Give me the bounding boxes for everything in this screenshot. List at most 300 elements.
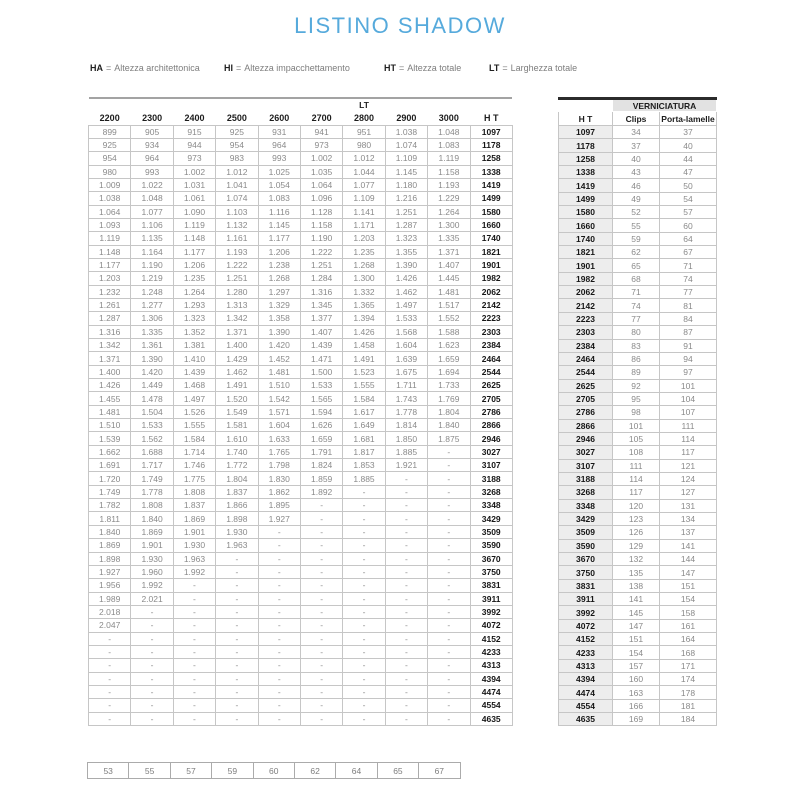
table-row: [89, 392, 513, 405]
price-cell: 1.251: [216, 272, 258, 285]
price-cell: 54: [660, 192, 717, 205]
price-cell: 117: [660, 446, 717, 459]
price-cell: 1.410: [173, 352, 215, 365]
price-cell: 1.604: [385, 339, 427, 352]
price-cell: 1.248: [131, 285, 173, 298]
ht-cell: 1660: [559, 219, 613, 232]
ht-cell: 3911: [559, 593, 613, 606]
ht-cell: 2544: [470, 365, 512, 378]
price-cell: 171: [660, 659, 717, 672]
table-row: [559, 339, 717, 352]
price-cell: 1.491: [343, 352, 385, 365]
table-row: [89, 485, 513, 498]
table-row: [559, 379, 717, 392]
price-cell: 161: [660, 619, 717, 632]
ht-cell: 2946: [470, 432, 512, 445]
price-cell: 1.407: [428, 258, 470, 271]
price-cell: 1.044: [343, 165, 385, 178]
table-row: [559, 539, 717, 552]
price-cell: 1.106: [131, 218, 173, 231]
price-cell: 1.639: [385, 352, 427, 365]
price-cell: 1.261: [89, 298, 131, 311]
price-cell: 1.096: [300, 192, 342, 205]
table-row: [89, 539, 513, 552]
price-cell: 1.539: [89, 432, 131, 445]
table-row: [89, 272, 513, 285]
price-cell: 157: [613, 659, 660, 672]
price-cell: 101: [660, 379, 717, 392]
price-cell: 1.504: [131, 405, 173, 418]
column-header: 2700: [311, 112, 332, 123]
table-row: [559, 699, 717, 712]
main-price-table: [88, 97, 513, 726]
price-cell: 1.594: [300, 405, 342, 418]
price-cell: 1.429: [216, 352, 258, 365]
price-cell: 1.688: [131, 445, 173, 458]
price-cell: 1.584: [343, 392, 385, 405]
price-cell: 1.749: [89, 485, 131, 498]
price-cell: 899: [89, 125, 131, 138]
price-cell: 1.804: [216, 472, 258, 485]
ht-cell: 3590: [470, 539, 512, 552]
price-cell: 126: [613, 526, 660, 539]
price-cell: -: [131, 619, 173, 632]
ht-cell: 3268: [559, 486, 613, 499]
ht-cell: 2384: [559, 339, 613, 352]
price-cell: 123: [613, 512, 660, 525]
price-cell: -: [216, 699, 258, 712]
price-cell: -: [173, 645, 215, 658]
ht-cell: 1419: [470, 178, 512, 191]
price-cell: 915: [173, 125, 215, 138]
price-cell: -: [216, 592, 258, 605]
price-cell: 1.510: [89, 419, 131, 432]
ht-cell: 3992: [470, 605, 512, 618]
price-cell: 1.533: [385, 312, 427, 325]
price-cell: 1.038: [385, 125, 427, 138]
price-cell: -: [343, 645, 385, 658]
price-cell: 40: [660, 139, 717, 152]
price-cell: -: [300, 659, 342, 672]
price-cell: -: [89, 712, 131, 725]
price-cell: 1.830: [258, 472, 300, 485]
price-cell: 92: [613, 379, 660, 392]
table-row: [89, 312, 513, 325]
price-cell: 1.335: [428, 232, 470, 245]
price-cell: 1.840: [131, 512, 173, 525]
price-cell: 1.009: [89, 178, 131, 191]
price-cell: 184: [660, 713, 717, 726]
price-cell: 168: [660, 646, 717, 659]
price-cell: -: [300, 565, 342, 578]
price-cell: 1.462: [216, 365, 258, 378]
price-cell: 1.048: [428, 125, 470, 138]
price-cell: 1.711: [385, 379, 427, 392]
price-cell: -: [258, 525, 300, 538]
legend-key: HT: [384, 63, 396, 73]
price-cell: 954: [216, 138, 258, 151]
table-row: [89, 632, 513, 645]
size-row: [88, 763, 461, 779]
spacer-cell: [89, 98, 131, 111]
price-cell: 1.132: [216, 218, 258, 231]
table-row: [89, 432, 513, 445]
price-cell: 964: [258, 138, 300, 151]
price-cell: 77: [613, 312, 660, 325]
table-row: [559, 633, 717, 646]
price-cell: -: [428, 485, 470, 498]
price-cell: 1.901: [173, 525, 215, 538]
table-row: [559, 152, 717, 165]
price-cell: 132: [613, 553, 660, 566]
price-cell: 1.439: [300, 339, 342, 352]
price-cell: 1.229: [428, 192, 470, 205]
price-cell: -: [343, 672, 385, 685]
price-cell: 1.782: [89, 499, 131, 512]
size-cell: 55: [129, 763, 170, 779]
price-cell: 1.775: [173, 472, 215, 485]
price-cell: 114: [613, 472, 660, 485]
table-row: [89, 712, 513, 725]
price-cell: -: [300, 685, 342, 698]
price-cell: 1.584: [173, 432, 215, 445]
ht-cell: 4394: [470, 672, 512, 685]
price-cell: 147: [660, 566, 717, 579]
column-header: 3000: [438, 112, 459, 123]
price-cell: 1.180: [385, 178, 427, 191]
price-cell: -: [216, 712, 258, 725]
price-cell: 1.145: [385, 165, 427, 178]
price-cell: 1.426: [343, 325, 385, 338]
price-cell: -: [258, 699, 300, 712]
price-cell: 1.083: [428, 138, 470, 151]
price-cell: -: [258, 632, 300, 645]
price-cell: -: [300, 619, 342, 632]
price-cell: 1.772: [216, 459, 258, 472]
price-cell: 134: [660, 512, 717, 525]
price-cell: 1.963: [216, 539, 258, 552]
ht-cell: 2786: [559, 406, 613, 419]
table-row: [89, 472, 513, 485]
ht-cell: 3992: [559, 606, 613, 619]
ht-cell: 4554: [470, 699, 512, 712]
ht-cell: 1499: [559, 192, 613, 205]
legend-desc: Altezza impacchettamento: [244, 63, 350, 73]
price-cell: 121: [660, 459, 717, 472]
column-header: 2400: [184, 112, 205, 123]
price-cell: 1.219: [131, 272, 173, 285]
price-cell: 1.478: [131, 392, 173, 405]
price-cell: -: [428, 579, 470, 592]
price-cell: 1.850: [385, 432, 427, 445]
price-cell: 1.203: [343, 232, 385, 245]
price-cell: -: [173, 632, 215, 645]
verniciatura-header-row: [559, 112, 717, 126]
price-cell: 111: [613, 459, 660, 472]
price-cell: -: [343, 632, 385, 645]
table-row: [89, 379, 513, 392]
price-cell: 1.743: [385, 392, 427, 405]
ht-cell: 2625: [559, 379, 613, 392]
price-cell: 104: [660, 392, 717, 405]
ht-cell: 3750: [559, 566, 613, 579]
price-cell: -: [385, 485, 427, 498]
price-cell: 67: [660, 246, 717, 259]
price-cell: 1.885: [385, 445, 427, 458]
price-cell: -: [343, 539, 385, 552]
table-row: [89, 445, 513, 458]
price-cell: 1.316: [89, 325, 131, 338]
table-row: [89, 339, 513, 352]
price-cell: 1.691: [89, 459, 131, 472]
legend-desc: Altezza architettonica: [114, 63, 200, 73]
price-cell: -: [385, 645, 427, 658]
price-cell: 1.119: [89, 232, 131, 245]
price-cell: 1.549: [216, 405, 258, 418]
price-cell: 1.361: [131, 339, 173, 352]
price-cell: 2.021: [131, 592, 173, 605]
price-cell: 1.808: [131, 499, 173, 512]
table-row: [89, 525, 513, 538]
table-row: [89, 459, 513, 472]
ht-cell: 1740: [559, 232, 613, 245]
price-cell: 1.064: [300, 178, 342, 191]
price-cell: 105: [613, 432, 660, 445]
price-cell: -: [216, 659, 258, 672]
table-row: [89, 619, 513, 632]
price-cell: 1.420: [258, 339, 300, 352]
price-cell: -: [300, 579, 342, 592]
price-cell: 1.930: [131, 552, 173, 565]
price-cell: 1.293: [173, 298, 215, 311]
price-cell: 1.038: [89, 192, 131, 205]
price-cell: -: [131, 605, 173, 618]
table-row: [89, 512, 513, 525]
legend-key: HA: [90, 63, 103, 73]
table-row: [559, 326, 717, 339]
table-row: [89, 245, 513, 258]
price-cell: 1.193: [216, 245, 258, 258]
price-cell: 1.588: [428, 325, 470, 338]
price-cell: 925: [89, 138, 131, 151]
price-cell: -: [343, 592, 385, 605]
price-cell: 74: [660, 272, 717, 285]
price-cell: -: [258, 645, 300, 658]
table-row: [559, 232, 717, 245]
price-cell: 1.649: [343, 419, 385, 432]
price-cell: -: [428, 645, 470, 658]
size-cell: 62: [294, 763, 335, 779]
price-cell: -: [216, 685, 258, 698]
price-cell: 49: [613, 192, 660, 205]
ht-cell: 1660: [470, 218, 512, 231]
price-cell: -: [385, 512, 427, 525]
price-cell: 1.791: [300, 445, 342, 458]
price-cell: 1.420: [131, 365, 173, 378]
table-row: [559, 126, 717, 139]
price-cell: 89: [613, 366, 660, 379]
price-cell: 1.061: [173, 192, 215, 205]
price-cell: 1.407: [300, 325, 342, 338]
price-cell: 1.161: [216, 232, 258, 245]
price-cell: 1.119: [173, 218, 215, 231]
price-cell: 1.193: [428, 178, 470, 191]
price-cell: -: [428, 472, 470, 485]
price-cell: -: [343, 699, 385, 712]
price-cell: -: [343, 659, 385, 672]
price-cell: 1.837: [173, 499, 215, 512]
price-cell: -: [258, 659, 300, 672]
price-cell: 1.869: [131, 525, 173, 538]
price-cell: 1.251: [300, 258, 342, 271]
price-cell: 71: [660, 259, 717, 272]
price-cell: 1.866: [216, 499, 258, 512]
price-cell: 1.316: [300, 285, 342, 298]
price-cell: 1.002: [173, 165, 215, 178]
price-cell: 1.462: [385, 285, 427, 298]
price-cell: 1.141: [343, 205, 385, 218]
price-cell: 1.720: [89, 472, 131, 485]
price-cell: 1.956: [89, 579, 131, 592]
column-header: 2200: [99, 112, 120, 123]
ht-cell: 4394: [559, 673, 613, 686]
price-cell: -: [428, 699, 470, 712]
price-cell: 1.963: [173, 552, 215, 565]
price-cell: 1.025: [258, 165, 300, 178]
column-header: Porta-lamelle: [661, 113, 715, 124]
price-cell: -: [385, 539, 427, 552]
table-row: [559, 366, 717, 379]
price-cell: 43: [613, 166, 660, 179]
price-cell: 1.371: [428, 245, 470, 258]
price-cell: 905: [131, 125, 173, 138]
price-cell: 934: [131, 138, 173, 151]
price-cell: 131: [660, 499, 717, 512]
ht-cell: 3429: [470, 512, 512, 525]
price-cell: 1.694: [428, 365, 470, 378]
price-cell: 993: [131, 165, 173, 178]
price-cell: 983: [216, 152, 258, 165]
table-row: [89, 659, 513, 672]
price-cell: 1.510: [258, 379, 300, 392]
price-cell: 1.377: [300, 312, 342, 325]
price-cell: 1.109: [385, 152, 427, 165]
price-cell: 1.808: [173, 485, 215, 498]
price-cell: -: [173, 672, 215, 685]
price-cell: 1.400: [216, 339, 258, 352]
price-cell: 1.077: [131, 205, 173, 218]
price-cell: 944: [173, 138, 215, 151]
price-cell: 931: [258, 125, 300, 138]
ht-cell: 2142: [559, 299, 613, 312]
bottom-size-row: [87, 762, 461, 779]
price-cell: -: [131, 685, 173, 698]
price-cell: -: [258, 539, 300, 552]
spacer-cell: [300, 98, 342, 111]
ht-cell: 3027: [559, 446, 613, 459]
price-cell: 101: [613, 419, 660, 432]
price-cell: -: [428, 459, 470, 472]
price-cell: -: [216, 605, 258, 618]
price-cell: 1.329: [258, 298, 300, 311]
ht-cell: 1499: [470, 192, 512, 205]
price-cell: 1.481: [258, 365, 300, 378]
price-cell: -: [428, 712, 470, 725]
price-cell: 1.778: [385, 405, 427, 418]
price-cell: 111: [660, 419, 717, 432]
table-row: [559, 139, 717, 152]
price-cell: 1.390: [131, 352, 173, 365]
table-row: [89, 152, 513, 165]
price-cell: 1.749: [131, 472, 173, 485]
price-cell: 145: [613, 606, 660, 619]
price-cell: 1.568: [385, 325, 427, 338]
price-cell: 1.623: [428, 339, 470, 352]
price-cell: -: [428, 659, 470, 672]
ht-cell: 4152: [470, 632, 512, 645]
price-cell: -: [428, 685, 470, 698]
table-row: [89, 232, 513, 245]
price-cell: -: [343, 685, 385, 698]
price-cell: 1.345: [300, 298, 342, 311]
price-cell: 1.352: [173, 325, 215, 338]
price-cell: -: [428, 445, 470, 458]
price-cell: -: [343, 619, 385, 632]
price-cell: 2.018: [89, 605, 131, 618]
price-cell: 1.898: [216, 512, 258, 525]
table-row: [89, 365, 513, 378]
price-cell: 124: [660, 472, 717, 485]
price-cell: 1.659: [428, 352, 470, 365]
price-cell: -: [385, 699, 427, 712]
ht-cell: 3509: [559, 526, 613, 539]
ht-cell: 4313: [470, 659, 512, 672]
price-cell: 68: [613, 272, 660, 285]
ht-cell: 4152: [559, 633, 613, 646]
price-cell: 1.035: [300, 165, 342, 178]
price-cell: 1.542: [258, 392, 300, 405]
price-cell: 91: [660, 339, 717, 352]
price-cell: -: [173, 685, 215, 698]
legend-equals: =: [236, 63, 242, 73]
price-cell: -: [428, 539, 470, 552]
price-cell: 1.235: [173, 272, 215, 285]
price-cell: 1.158: [428, 165, 470, 178]
price-cell: 1.617: [343, 405, 385, 418]
price-cell: 166: [613, 699, 660, 712]
price-cell: 1.232: [89, 285, 131, 298]
ht-cell: 1580: [470, 205, 512, 218]
price-cell: -: [343, 552, 385, 565]
price-cell: 1.921: [385, 459, 427, 472]
price-cell: -: [428, 499, 470, 512]
price-cell: 74: [613, 299, 660, 312]
price-cell: -: [216, 672, 258, 685]
price-cell: 1.445: [428, 272, 470, 285]
price-cell: 1.090: [173, 205, 215, 218]
ht-cell: 1419: [559, 179, 613, 192]
price-cell: -: [89, 685, 131, 698]
price-cell: -: [300, 645, 342, 658]
ht-cell: 3027: [470, 445, 512, 458]
price-cell: 1.562: [131, 432, 173, 445]
spacer-cell: [428, 98, 470, 111]
price-cell: -: [258, 672, 300, 685]
price-cell: 1.898: [89, 552, 131, 565]
price-cell: -: [89, 632, 131, 645]
ht-cell: 2866: [470, 419, 512, 432]
price-cell: -: [258, 685, 300, 698]
